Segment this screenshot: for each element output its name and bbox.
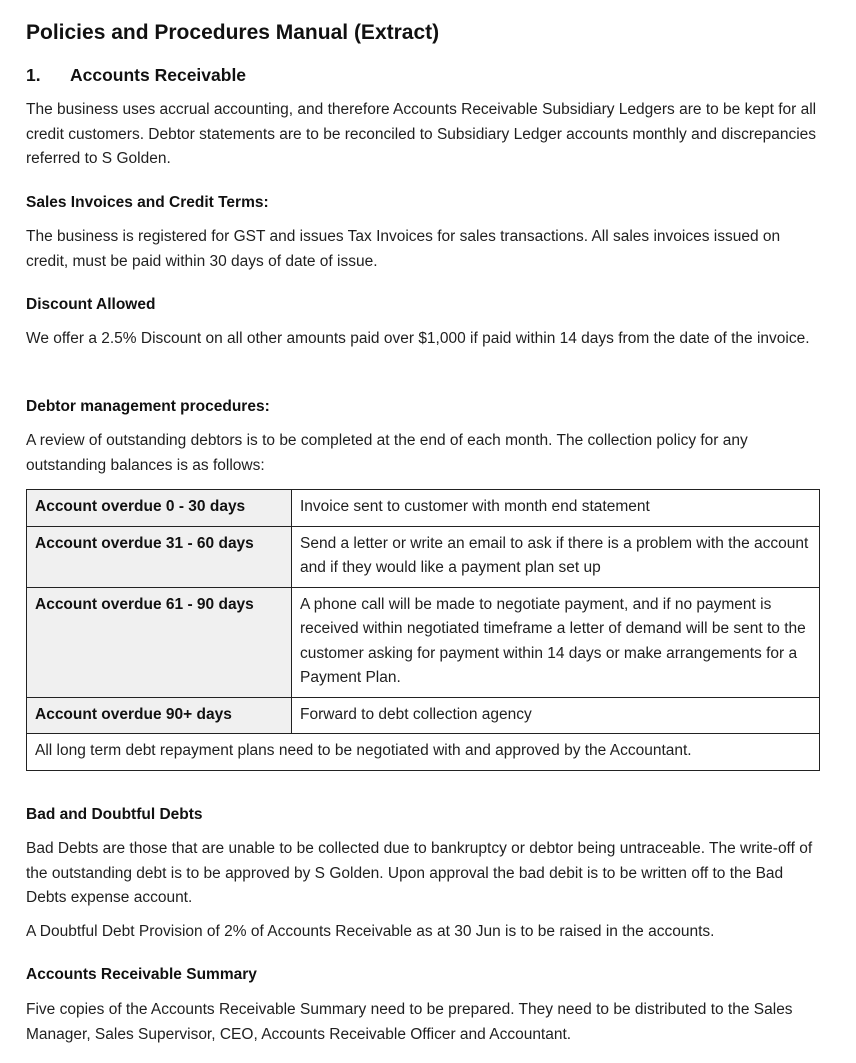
section-number: 1. <box>26 65 41 85</box>
overdue-label: Account overdue 31 - 60 days <box>27 526 292 587</box>
overdue-label: Account overdue 0 - 30 days <box>27 490 292 527</box>
table-footer-row <box>27 734 820 771</box>
table-row <box>27 587 820 697</box>
overdue-label: Account overdue 90+ days <box>27 697 292 734</box>
overdue-action: Invoice sent to customer with month end statement <box>292 490 820 527</box>
repayment-plan-note: All long term debt repayment plans need to be negotiated with and approved by the Accountant. <box>27 734 820 771</box>
table-row <box>27 526 820 587</box>
overdue-action: Forward to debt collection agency <box>292 697 820 734</box>
overdue-label: Account overdue 61 - 90 days <box>27 587 292 697</box>
section-title: Accounts Receivable <box>70 65 247 85</box>
ar-summary-heading: Accounts Receivable Summary <box>26 966 257 983</box>
table-row <box>27 490 820 527</box>
debtor-management-paragraph: A review of outstanding debtors is to be completed at the end of each month. The collection policy for any outstanding balances is as follows: <box>26 432 748 474</box>
section-heading <box>26 65 246 86</box>
sales-invoices-paragraph: The business is registered for GST and issues Tax Invoices for sales transactions. All sales invoices issued on credit, must be paid within 30 days of date of issue. <box>26 228 781 270</box>
collection-policy-table <box>26 489 820 771</box>
bad-debts-paragraph: Bad Debts are those that are unable to be collected due to bankruptcy or debtor being untraceable. The write-off of the outstanding debt is to be approved by S Golden. Upon approval the bad debit is to be written off to the Bad Debts expense account. <box>26 840 813 906</box>
table-row <box>27 697 820 734</box>
bad-debts-heading: Bad and Doubtful Debts <box>26 806 203 823</box>
document-title: Policies and Procedures Manual (Extract) <box>26 21 440 44</box>
intro-paragraph: The business uses accrual accounting, and therefore Accounts Receivable Subsidiary Ledgers are to be kept for all credit customers. Debtor statements are to be reconciled to Subsidiary Ledger accounts monthly and discrepancies referred to S Golden. <box>26 101 817 167</box>
overdue-action: A phone call will be made to negotiate payment, and if no payment is received within negotiated timeframe a letter of demand will be sent to the customer asking for payment within 14 days or make arrangements for a Payment Plan. <box>292 587 820 697</box>
doubtful-debt-paragraph: A Doubtful Debt Provision of 2% of Accounts Receivable as at 30 Jun is to be raised in the accounts. <box>26 923 715 940</box>
ar-summary-paragraph: Five copies of the Accounts Receivable Summary need to be prepared. They need to be distributed to the Sales Manager, Sales Supervisor, CEO, Accounts Receivable Officer and Accountant. <box>26 1001 793 1043</box>
discount-heading: Discount Allowed <box>26 296 156 313</box>
discount-paragraph: We offer a 2.5% Discount on all other amounts paid over $1,000 if paid within 14 days from the date of the invoice. <box>26 330 810 347</box>
sales-invoices-heading: Sales Invoices and Credit Terms: <box>26 194 269 211</box>
overdue-action: Send a letter or write an email to ask if there is a problem with the account and if they would like a payment plan set up <box>292 526 820 587</box>
debtor-management-heading: Debtor management procedures: <box>26 398 270 415</box>
